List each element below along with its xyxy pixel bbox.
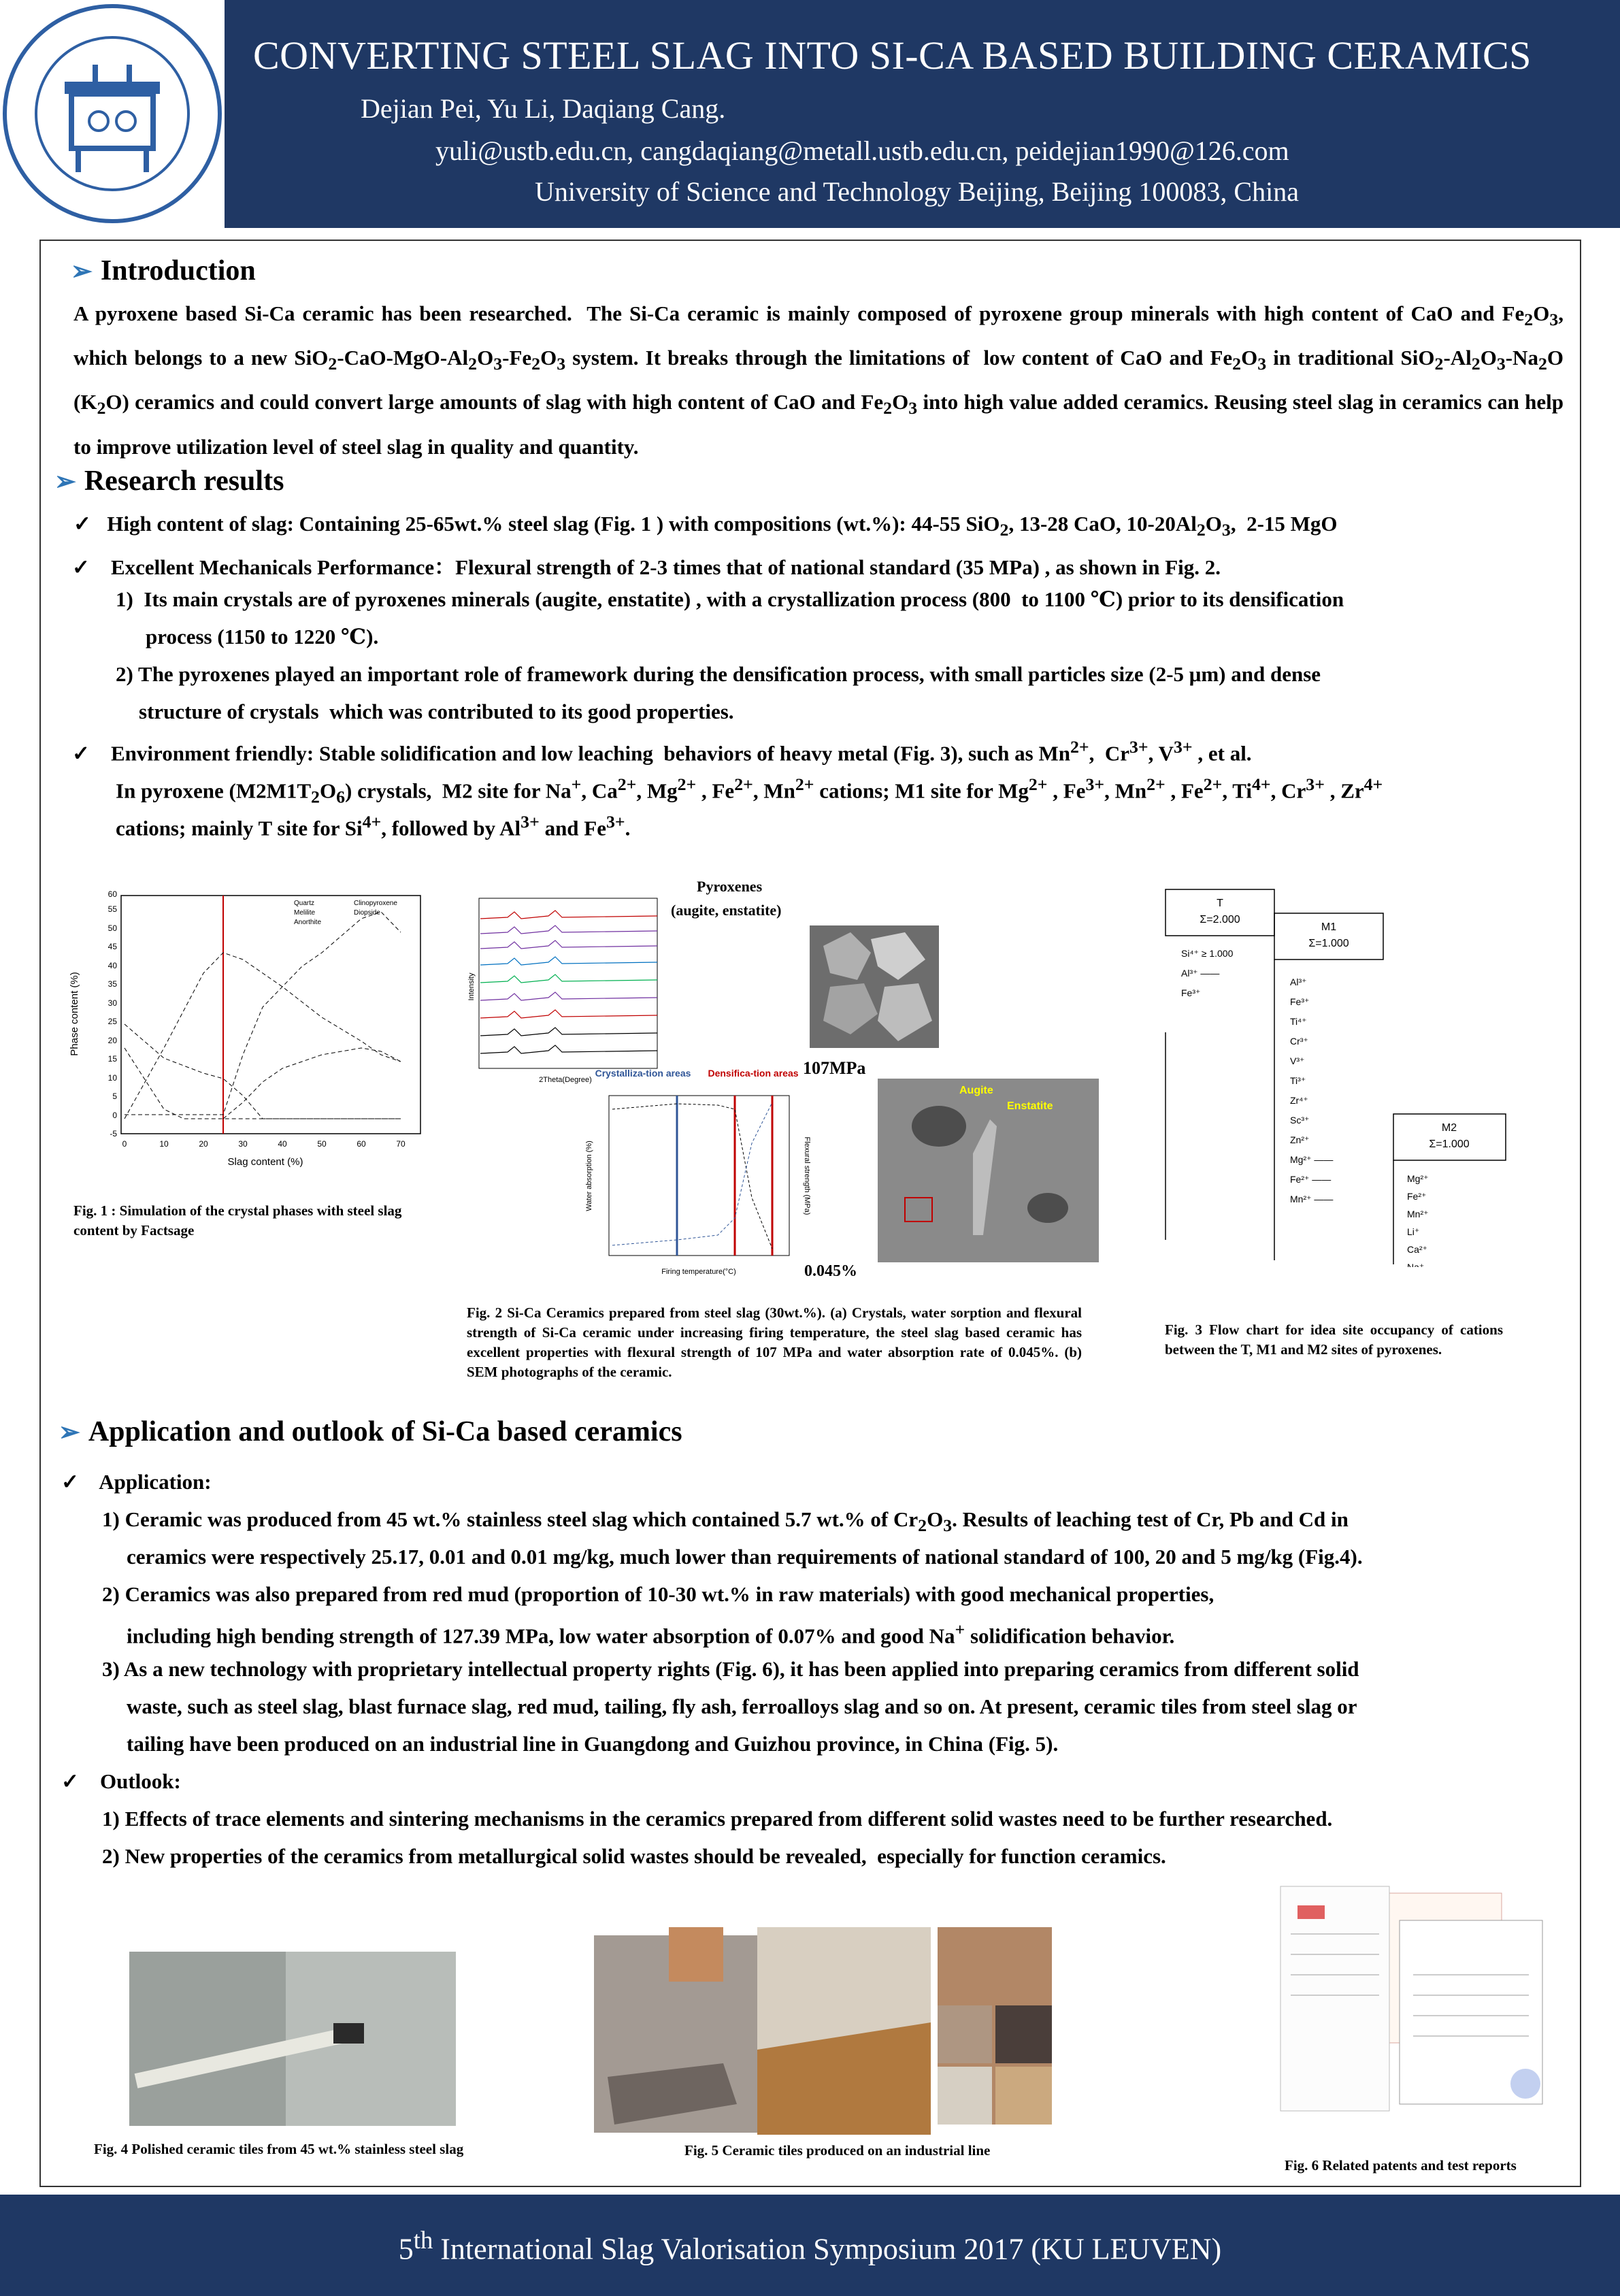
fig2-property-chart: [582, 1062, 813, 1279]
affiliation: University of Science and Technology Beijing, Beijing 100083, China: [535, 176, 1299, 207]
svg-text:15: 15: [108, 1054, 117, 1064]
pyroxenes-label: Pyroxenes: [697, 878, 763, 895]
M1-item: Mg²⁺ ——: [1290, 1154, 1334, 1165]
svg-text:20: 20: [199, 1139, 208, 1149]
svg-text:50: 50: [108, 923, 117, 933]
legend-clinopyroxene: Clinopyroxene: [354, 900, 397, 907]
fig2-caption: Fig. 2 Si-Ca Ceramics prepared from steel slag (30wt.%). (a) Crystals, water sorption and flexural strength of Si-Ca ceramic under increasing firing temperature, the steel slag based ceramic has excellent properties with flexural strength of 107 MPa and water absorption rate of 0.045%. (b) SEM photographs of the ceramic.: [467, 1305, 1082, 1380]
M1-sigma: Σ=1.000: [1308, 938, 1349, 949]
legend-melilite: Melilite: [294, 909, 316, 917]
svg-text:60: 60: [357, 1139, 366, 1149]
application-line: ceramics were respectively 25.17, 0.01 and 0.01 mg/kg, much lower than requirements of national standard of 100, 20 and 5 mg/kg (Fig.4).: [127, 1545, 1363, 1569]
svg-text:30: 30: [108, 998, 117, 1008]
fig2-chart-y2label: Flexural strength (MPa): [803, 1136, 811, 1215]
M2-item: Fe²⁺: [1407, 1191, 1427, 1202]
svg-text:10: 10: [108, 1073, 117, 1083]
application-line: 2) Ceramics was also prepared from red mud (proportion of 10-30 wt.% in raw materials) with good mechanical properties,: [102, 1582, 1214, 1606]
author-emails: yuli@ustb.edu.cn, cangdaqiang@metall.ustb.edu.cn, peidejian1990@126.com: [435, 135, 1289, 166]
arrow-icon: ➢: [71, 257, 93, 286]
pyroxenes-sublabel: (augite, enstatite): [671, 902, 782, 919]
fig5-floor-photos: [938, 1927, 1052, 2125]
svg-text:25: 25: [108, 1017, 117, 1026]
T-sigma: Σ=2.000: [1200, 914, 1240, 925]
svg-text:10: 10: [159, 1139, 169, 1149]
M1-item: Cr³⁺: [1290, 1036, 1308, 1047]
svg-text:20: 20: [108, 1036, 117, 1045]
fig6-patent-documents: [1267, 1880, 1553, 2125]
M1-item: Ti³⁺: [1290, 1075, 1306, 1086]
M1-item: Zn²⁺: [1290, 1134, 1310, 1145]
results-line: ✓ Excellent Mechanicals Performance：Flexural strength of 2-3 times that of national standard (35 MPa) , as shown in Fig. 2.: [72, 555, 1221, 579]
svg-text:5: 5: [112, 1092, 117, 1101]
results-line: process (1150 to 1220 ℃).: [146, 625, 379, 649]
fig3-caption: Fig. 3 Flow chart for idea site occupancy of cations between the T, M1 and M2 sites of pyroxenes.: [1165, 1322, 1503, 1358]
application-line: tailing have been produced on an industrial line in Guangdong and Guizhou province, in China (Fig. 5).: [127, 1732, 1059, 1756]
xrd-xlabel: 2Theta(Degree): [539, 1076, 592, 1084]
M2-title: M2: [1441, 1122, 1457, 1134]
crystallization-label: Crystalliza-tion areas: [595, 1068, 691, 1079]
absorption-label: 0.045%: [804, 1262, 857, 1280]
results-heading: ➢ Research results: [54, 465, 284, 497]
application-line: including high bending strength of 127.39 MPa, low water absorption of 0.07% and good Na+ solidification behavior.: [127, 1620, 1175, 1648]
M2-item: Mg²⁺: [1407, 1173, 1429, 1184]
legend-anorthite: Anorthite: [294, 919, 322, 926]
results-line: cations; mainly T site for $Si^{4+}$, followed by $Al^{3+}$ and $Fe^{3+}$.: [116, 812, 631, 840]
footer-text: 5th International Slag Valorisation Symposium 2017 (KU LEUVEN): [398, 2226, 1222, 2266]
application-line: 3) As a new technology with proprietary intellectual property rights (Fig. 6), it has been applied into preparing ceramics from different solid: [102, 1657, 1359, 1681]
svg-text:70: 70: [396, 1139, 406, 1149]
authors: Dejian Pei, Yu Li, Daqiang Cang.: [361, 93, 726, 124]
fig2-chart-ylabel: Water absorption (%): [585, 1141, 593, 1211]
fig1-ylabel: Phase content (%): [69, 972, 80, 1056]
application-heading: ➢ Application and outlook of Si-Ca based ceramics: [59, 1416, 682, 1447]
fig6-caption: Fig. 6 Related patents and test reports: [1285, 2157, 1517, 2174]
fig4-tile-photo: [129, 1952, 456, 2126]
application-line: 2) New properties of the ceramics from metallurgical solid wastes should be revealed, especially for function ceramics.: [102, 1844, 1166, 1868]
fig1-chart: [61, 885, 442, 1184]
application-line: ✓ Application:: [61, 1470, 212, 1494]
results-line: 2) The pyroxenes played an important role of framework during the densification process, with small particles size (2-5 μm) and dense: [116, 662, 1321, 686]
results-line: ✓ Environment friendly: Stable solidification and low leaching behaviors of heavy metal (Fig. 3), such as $Mn^{2+}$, $Cr^{3+}$, $V^{3+}$ , et al.: [72, 737, 1252, 766]
application-line: ✓ Outlook:: [61, 1769, 181, 1793]
M1-item: Fe³⁺: [1290, 996, 1310, 1007]
xrd-ylabel: Intensity: [467, 972, 476, 1001]
densification-label: Densifica-tion areas: [708, 1068, 799, 1079]
svg-text:55: 55: [108, 904, 117, 914]
M1-title: M1: [1321, 921, 1337, 933]
intro-text: A pyroxene based Si-Ca ceramic has been researched. The Si-Ca ceramic is mainly composed of pyroxene group minerals with high content of CaO and $Fe_2O_3$, which belongs to a new $SiO_2-CaO-MgO-Al_2O_3-Fe_2O_3$ system. It breaks through the limitations of low content of CaO and $Fe_2O_3$ in traditional $SiO_2-Al_2O_3-Na_2O$ $(K_2O)$ ceramics and could convert large amounts of slag with high content of CaO and $Fe_2O_3$ into high value added ceramics. Reusing steel slag in ceramics can help to improve utilization level of steel slag in quality and quantity.: [73, 301, 1564, 459]
fig5-caption: Fig. 5 Ceramic tiles produced on an industrial line: [684, 2142, 991, 2159]
results-line: 1) Its main crystals are of pyroxenes minerals (augite, enstatite) , with a crystallization process (800 to 1100 ℃) prior to its densification: [116, 587, 1344, 611]
T-title: T: [1217, 898, 1223, 909]
fig2-xrd-pattern: [467, 891, 664, 1089]
fig2-chart-xlabel: Firing temperature(°C): [661, 1268, 736, 1276]
arrow-icon: ➢: [54, 468, 76, 496]
svg-text:50: 50: [317, 1139, 327, 1149]
M1-item: V³⁺: [1290, 1055, 1305, 1066]
M1-item: Zr⁴⁺: [1290, 1095, 1308, 1106]
results-line: ✓ High content of slag: Containing 25-65wt.% steel slag (Fig. 1 ) with compositions (wt.%): 44-55 SiO$_2$, 13-28 CaO, $10-20Al_2O_3$, 2-15 MgO: [73, 512, 1338, 540]
M1-item: Mn²⁺ ——: [1290, 1194, 1334, 1204]
svg-text:35: 35: [108, 979, 117, 989]
arrow-icon: ➢: [59, 1418, 80, 1447]
results-line: In pyroxene $(M2M1T_2O_6)$ crystals, M2 site for Na+, $Ca^{2+}$, $Mg^{2+}$ , $Fe^{2+}$, $Mn^{2+}$ cations; M1 site for $Mg^{2+}$ , $Fe^{3+}$, $Mn^{2+}$ , $Fe^{2+}$, $Ti^{4+}$, $Cr^{3+}$ , $Zr^{4+}$: [116, 774, 1383, 807]
fig5-tile-photos: [594, 1927, 931, 2135]
M2-item: Li⁺: [1407, 1226, 1420, 1237]
augite-label: Augite: [959, 1085, 993, 1096]
T-item: Fe³⁺: [1181, 987, 1201, 998]
application-line: 1) Ceramic was produced from 45 wt.% stainless steel slag which contained 5.7 wt.% of $Cr_2O_3$. Results of leaching test of Cr, Pb and Cd in: [102, 1507, 1349, 1536]
M2-item: Ca²⁺: [1407, 1244, 1427, 1255]
results-line: structure of crystals which was contributed to its good properties.: [139, 700, 734, 723]
university-logo: [0, 0, 225, 228]
M1-item: Al³⁺: [1290, 977, 1307, 987]
application-line: 1) Effects of trace elements and sintering mechanisms in the ceramics prepared from different solid wastes need to be further researched.: [102, 1807, 1333, 1831]
T-item: Si⁴⁺ ≥ 1.000: [1181, 948, 1234, 959]
fig3-flowchart: [1162, 886, 1516, 1267]
svg-text:-5: -5: [110, 1129, 117, 1138]
M2-sigma: Σ=1.000: [1429, 1138, 1470, 1150]
enstatite-label: Enstatite: [1007, 1100, 1053, 1112]
svg-text:0: 0: [112, 1111, 117, 1120]
application-line: waste, such as steel slag, blast furnace slag, red mud, tailing, fly ash, ferroalloys slag and so on. At present, ceramic tiles from steel slag or: [127, 1694, 1357, 1718]
fig1-xlabel: Slag content (%): [227, 1156, 303, 1168]
M2-item: Na⁺: [1407, 1262, 1425, 1267]
M1-item: Sc³⁺: [1290, 1115, 1310, 1126]
M1-item: Fe²⁺ ——: [1290, 1174, 1332, 1185]
M2-item: Mn²⁺: [1407, 1209, 1429, 1219]
intro-heading: ➢ Introduction: [71, 255, 256, 286]
svg-text:40: 40: [108, 961, 117, 970]
svg-text:45: 45: [108, 942, 117, 951]
strength-label: 107MPa: [803, 1058, 866, 1078]
svg-text:40: 40: [278, 1139, 287, 1149]
svg-text:30: 30: [238, 1139, 248, 1149]
poster-title: CONVERTING STEEL SLAG INTO SI-CA BASED BUILDING CERAMICS: [253, 33, 1532, 78]
legend-diopside: Diopside: [354, 909, 380, 917]
svg-text:0: 0: [122, 1139, 127, 1149]
fig2-sem-crystals: [810, 925, 939, 1048]
M1-item: Ti⁴⁺: [1290, 1016, 1307, 1027]
fig4-caption: Fig. 4 Polished ceramic tiles from 45 wt.% stainless steel slag: [94, 2141, 464, 2157]
fig1-caption: Fig. 1 : Simulation of the crystal phases with steel slag content by Factsage: [73, 1202, 402, 1239]
fig2-sem-micrograph: [878, 1079, 1099, 1262]
T-item: Al³⁺ ——: [1181, 968, 1220, 979]
svg-text:60: 60: [108, 889, 117, 899]
legend-quartz: Quartz: [294, 900, 315, 907]
